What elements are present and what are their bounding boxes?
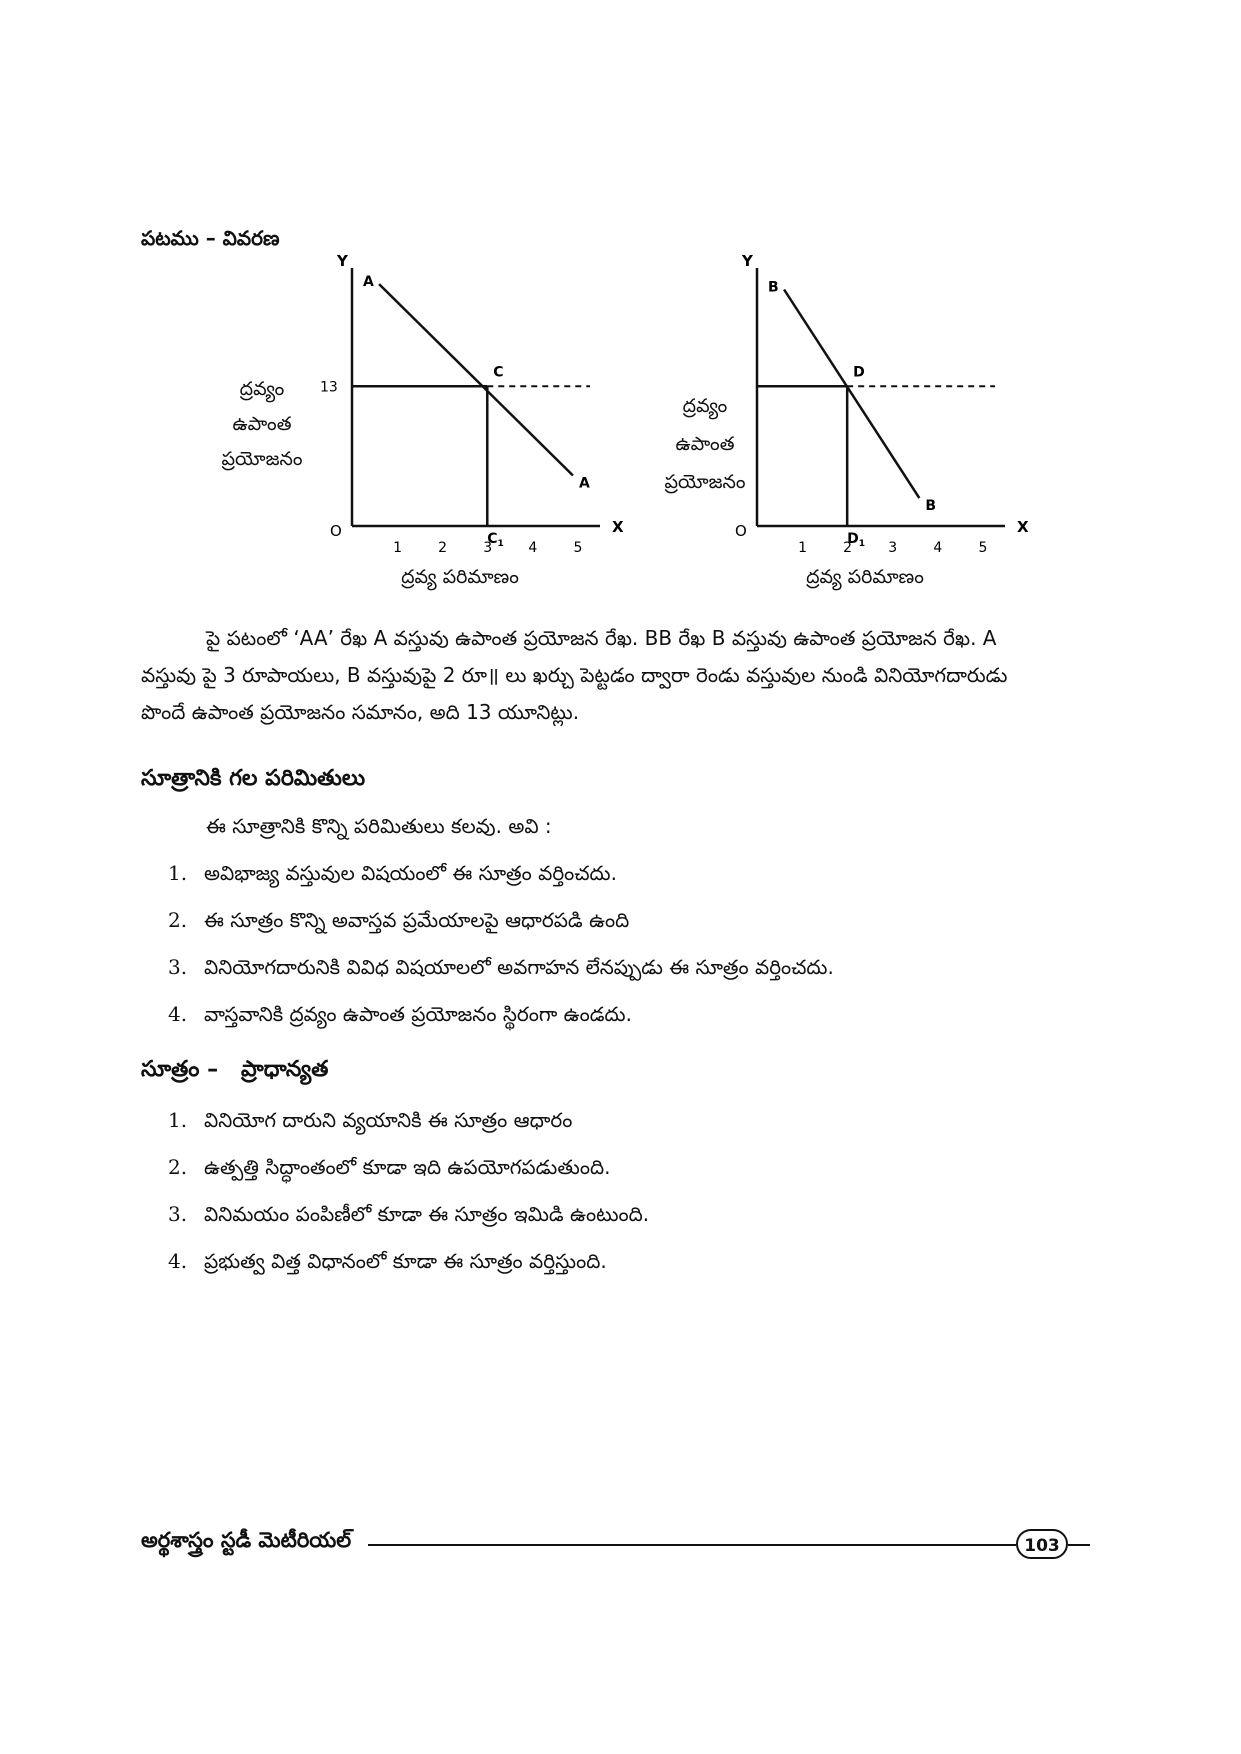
limitation-item-3 <box>168 955 834 984</box>
chart1-y-axis-name: Y <box>337 252 348 270</box>
limitation-item-2 <box>168 908 629 937</box>
chart2-y-label-line1: ద్రవ్యం <box>682 395 728 417</box>
chart2-x-axis-name: X <box>1017 518 1029 536</box>
limitation-text-2: ఈ సూత్రం కొన్ని అవాస్తవ ప్రమేయాలపై ఆధారపడి ఉంది <box>204 908 630 932</box>
importance-item-4 <box>168 1249 607 1278</box>
paragraph-line-2: వస్తువు పై 3 రూపాయలు, B వస్తువుపై 2 రూ॥ లు ఖర్చు పెట్టడం ద్వారా రెండు వస్తువుల నుండి వినియోగదారుడు <box>141 663 1008 687</box>
chart2-y-label-line2: ఉపాంత <box>675 433 735 455</box>
importance-text-4: ప్రభుత్వ విత్త విధానంలో కూడా ఈ సూత్రం వర్తిస్తుంది. <box>204 1249 607 1273</box>
chart2-x-label: ద్రవ్య పరిమాణం <box>806 566 924 588</box>
chart1-point-label: C <box>493 364 504 381</box>
chart2-y-label-line3: ప్రయోజనం <box>664 471 746 493</box>
chart1-curve-label-start: A <box>363 274 374 291</box>
chart2-y-axis-name: Y <box>742 252 753 270</box>
chart1-x-axis-name: X <box>612 518 624 536</box>
importance-num-2: 2. <box>168 1155 188 1179</box>
limitation-text-4: వాస్తవానికి ద్రవ్యం ఉపాంత ప్రయోజనం స్థిరంగా ఉండదు. <box>204 1002 632 1026</box>
importance-title: సూత్రం – ప్రాధాన్యత <box>141 1057 329 1082</box>
chart2-x-tick-5: 5 <box>978 540 988 556</box>
importance-item-1 <box>168 1108 572 1137</box>
chart1-x-tick-5: 5 <box>573 540 583 556</box>
chart1-y-tick-13: 13 <box>320 379 338 396</box>
chart1-x-label: ద్రవ్య పరిమాణం <box>401 566 519 588</box>
importance-num-4: 4. <box>168 1249 188 1273</box>
chart2-origin: O <box>735 522 747 540</box>
explanation-paragraph <box>141 620 1101 731</box>
limitation-num-1: 1. <box>168 861 188 885</box>
chart2-foot-label: $D_1$ <box>847 531 866 549</box>
importance-text-2: ఉత్పత్తి సిద్ధాంతంలో కూడా ఇది ఉపయోగపడుతుంది. <box>204 1155 611 1179</box>
paragraph-line-1: పై పటంలో ‘AA’ రేఖ A వస్తువు ఉపాంత ప్రయోజన రేఖ. BB రేఖ B వస్తువు ఉపాంత ప్రయోజన రేఖ. A <box>206 626 997 650</box>
chart1-foot-label: $C_1$ <box>487 531 504 549</box>
chart1-y-label-line3: ప్రయోజనం <box>221 448 303 470</box>
chart1-x-tick-4: 4 <box>528 540 538 556</box>
importance-text-1: వినియోగ దారుని వ్యయానికి ఈ సూత్రం ఆధారం <box>204 1108 573 1132</box>
chart1-x-tick-2: 2 <box>438 540 448 556</box>
figure-heading: పటము – వివరణ <box>141 226 280 250</box>
importance-text-3: వినిమయం పంపిణీలో కూడా ఈ సూత్రం ఇమిడి ఉంటుంది. <box>204 1202 650 1226</box>
chart-a-marginal-utility <box>320 248 640 608</box>
chart2-x-tick-2: 2 <box>843 540 853 556</box>
limitation-item-4 <box>168 1002 632 1031</box>
chart1-x-tick-1: 1 <box>393 540 403 556</box>
chart1-curve-label-end: A <box>578 475 590 492</box>
chart2-x-tick-1: 1 <box>798 540 808 556</box>
chart2-curve-label-start: B <box>768 279 779 296</box>
importance-item-3 <box>168 1202 649 1231</box>
chart1-x-tick-3: 3 <box>483 540 493 556</box>
chart1-y-label-line2: ఉపాంత <box>232 413 292 435</box>
page-number-badge: 103 <box>1016 1529 1068 1559</box>
paragraph-line-3: పొందే ఉపాంత ప్రయోజనం సమానం, అది 13 యూనిట్లు. <box>141 700 580 724</box>
limitation-num-3: 3. <box>168 955 188 979</box>
chart1-curve-aa <box>379 284 573 475</box>
limitations-title: సూత్రానికి గల పరిమితులు <box>141 766 366 791</box>
importance-item-2 <box>168 1155 610 1184</box>
importance-num-3: 3. <box>168 1202 188 1226</box>
limitation-num-4: 4. <box>168 1002 188 1026</box>
limitation-text-1: అవిభాజ్య వస్తువుల విషయంలో ఈ సూత్రం వర్తించదు. <box>204 861 617 885</box>
limitation-text-3: వినియోగదారునికి వివిధ విషయాలలో అవగాహన లేనప్పుడు ఈ సూత్రం వర్తించదు. <box>204 955 834 979</box>
limitation-num-2: 2. <box>168 908 188 932</box>
footer-rule-right <box>1068 1544 1090 1546</box>
chart2-x-tick-3: 3 <box>888 540 898 556</box>
chart2-x-tick-4: 4 <box>933 540 943 556</box>
chart-b-marginal-utility <box>725 248 1045 608</box>
chart1-y-label-line1: ద్రవ్యం <box>239 378 285 400</box>
limitations-intro: ఈ సూత్రానికి కొన్ని పరిమితులు కలవు. అవి : <box>206 814 552 838</box>
chart2-curve-bb <box>784 290 919 499</box>
chart2-point-label: D <box>853 364 865 381</box>
footer-title: అర్థశాస్త్రం స్టడీ మెటీరియల్ <box>141 1528 352 1552</box>
footer-rule-left <box>368 1544 1016 1546</box>
chart1-y-label <box>212 372 312 477</box>
chart1-origin: O <box>330 522 342 540</box>
limitation-item-1 <box>168 861 617 890</box>
chart2-curve-label-end: B <box>925 498 936 515</box>
importance-num-1: 1. <box>168 1108 188 1132</box>
